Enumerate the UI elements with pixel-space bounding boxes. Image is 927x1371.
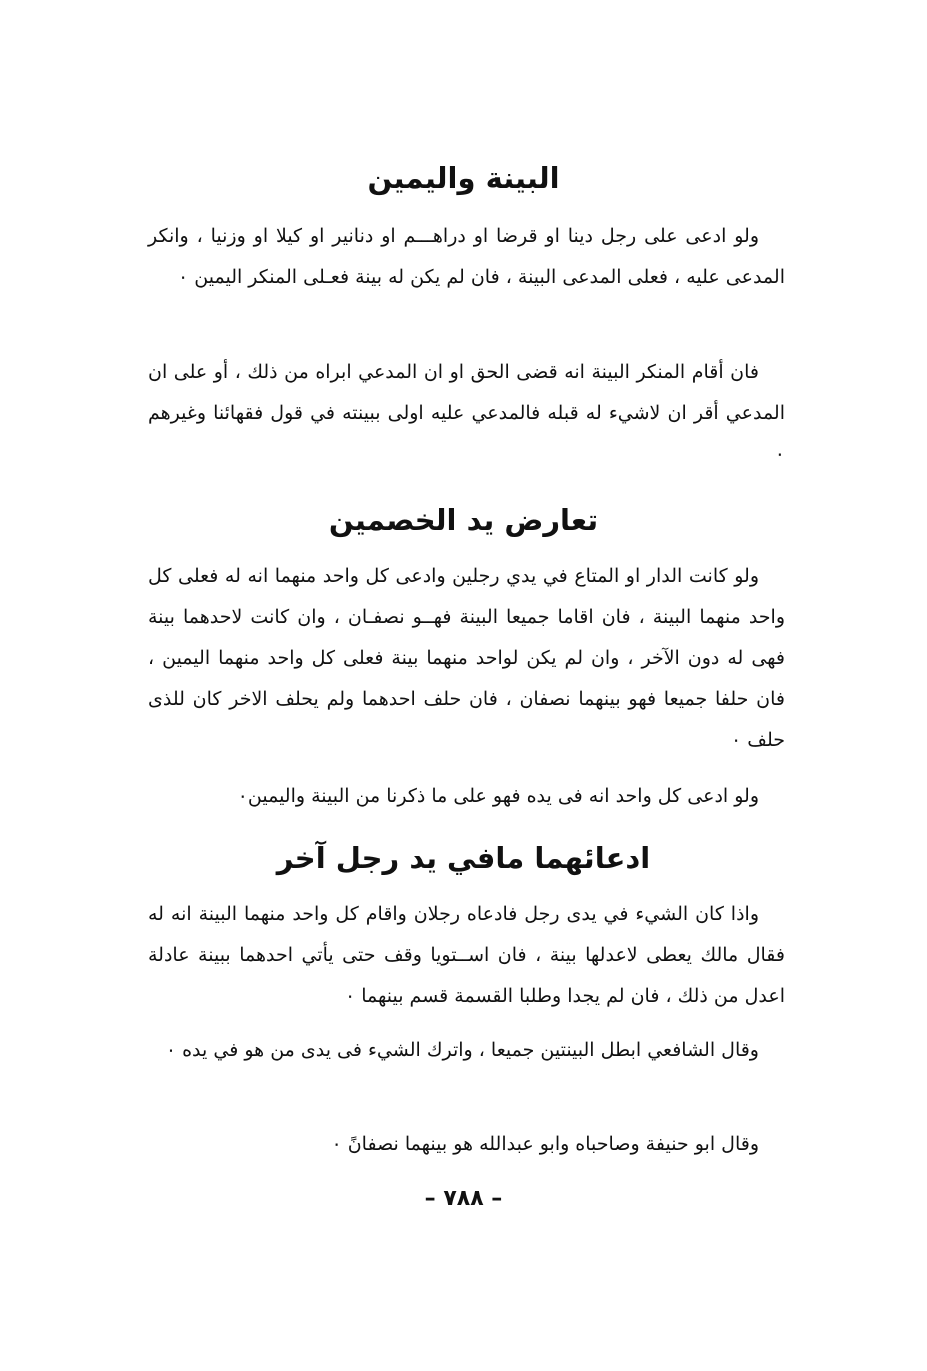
section-heading: ادعائهما مافي يد رجل آخر: [276, 841, 651, 875]
paragraph: ولو ادعى كل واحد انه فى يده فهو على ما ذكرنا من البينة واليمين٠: [237, 785, 759, 807]
paragraph: وقال الشافعي ابطل البينتين جميعا ، واترك الشيء فى يدى من هو في يده ٠: [165, 1039, 759, 1061]
paragraph: واذا كان الشيء في يدى رجل فادعاه رجلان واقام كل واحد منهما البينة انه له فقال مالك يعطى لاعدلها بينة ، فان اســتويا وقف حتى يأتي احدهما ببينة عادلة اعدل من ذلك ، فان لم يجدا وطلبا القسمة قسم بينهما ٠: [148, 903, 785, 1007]
section-heading: البينة واليمين: [367, 161, 560, 195]
page-number: – ٧٨٨ –: [424, 1186, 503, 1211]
paragraph: ولو ادعى على رجل دينا او قرضا او دراهـــم او دنانير او كيلا او وزنيا ، وانكر المدعى عليه ، فعلى المدعى البينة ، فان لم يكن له بينة فعـلى المنكر اليمين ٠: [148, 225, 785, 288]
paragraph: ولو كانت الدار او المتاع في يدي رجلين وادعى كل واحد منهما انه له فعلى كل واحد منهما البينة ، فان اقاما جميعا البينة فهــو نصفـان ، وان كانت لاحدهما بينة فهى له دون الآخر ، وان لم يكن لواحد منهما بينة فعلى كل واحد منهما اليمين ، فان حلفا جميعا فهو بينهما نصفان ، فان حلف احدهما ولم يحلف الاخر كان للذى حلف ٠: [148, 565, 785, 751]
section-heading: تعارض يد الخصمين: [328, 503, 599, 537]
paragraph: وقال ابو حنيفة وصاحباه وابو عبدالله هو بينهما نصفانً ٠: [331, 1133, 759, 1155]
paragraph: فان أقام المنكر البينة انه قضى الحق او ان المدعي ابراه من ذلك ، أو على ان المدعي أقر ان لاشيء له قبله فالمدعي عليه اولى ببينته في قول فقهائنا وغيرهم ٠: [148, 361, 785, 465]
